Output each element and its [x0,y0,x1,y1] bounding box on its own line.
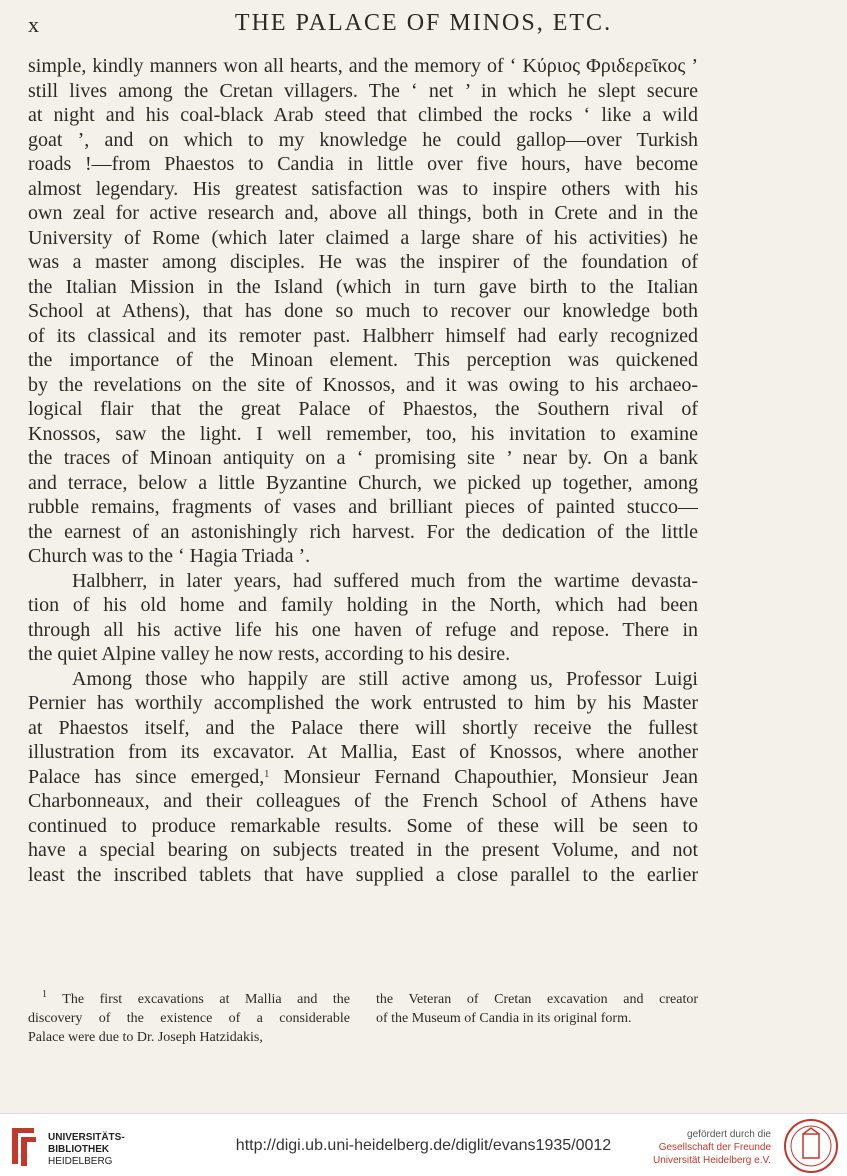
footnote-column-left [28,990,350,1047]
text-line: goat ’, and on which to my knowledge he could gallop—over Turkish [28,128,698,151]
text-line: the quiet Alpine valley he now rests, according to his desire. [28,643,511,665]
text-line: the importance of the Minoan element. This perception was quickened [28,349,698,371]
library-name-line: UNIVERSITÄTS- [48,1132,125,1143]
text-line: tion of his old home and family holding in the North, which had been [28,594,698,616]
text-segment: Palace has since emerged, [28,765,265,788]
page-number: x [28,12,40,37]
viewer-footer [0,1113,847,1176]
text-line: still lives among the Cretan villagers. The ‘ net ’ in which he slept secure [28,79,698,102]
text-line: Halbherr, in later years, had suffered much from the wartime devasta- [72,569,698,592]
text-line: own zeal for active research and, above all things, both in Crete and in the [28,202,698,224]
library-name-line: BIBLIOTHEK [48,1144,110,1155]
text-line: School at Athens), that has done so much to recover our knowledge both [28,300,698,322]
text-line: the Italian Mission in the Island (which in turn gave birth to the Italian [28,275,698,298]
text-line: Pernier has worthily accomplished the work entrusted to him by his Master [28,692,698,714]
text-line: simple, kindly manners won all hearts, and the memory of ‘ Κύριος Φριδερεῖκος ’ [28,55,698,77]
footnote-line: the Veteran of Cretan excavation and creator [376,992,698,1007]
text-line-with-footnote [28,765,698,790]
text-line: through all his active life his one haven of refuge and repose. There in [28,618,698,641]
footnote-line [28,990,350,1009]
text-segment: Monsieur Fernand Chapouthier, Monsieur Jean [269,765,698,788]
sponsor-org: Universität Heidelberg e.V. [652,1155,771,1166]
text-line: and terrace, below a little Byzantine Church, we picked up together, among [28,471,698,494]
text-line: least the inscribed tablets that have supplied a close parallel to the earlier [28,863,698,886]
text-line: continued to produce remarkable results. Some of these will be seen to [28,814,698,837]
text-line: rubble remains, fragments of vases and brilliant pieces of painted stucco— [28,496,698,518]
text-line: at Phaestos itself, and the Palace there will shortly receive the fullest [28,716,698,739]
footnote-line: of the Museum of Candia in its original form. [376,1011,632,1026]
text-line: Church was to the ‘ Hagia Triada ’. [28,545,311,567]
text-line: Charbonneaux, and their colleagues of the French School of Athens have [28,790,698,812]
text-line: roads !—from Phaestos to Candia in little over five hours, have become [28,153,698,175]
text-line: almost legendary. His greatest satisfaction was to inspire others with his [28,177,698,200]
text-line: Knossos, saw the light. I well remember, too, his invitation to examine [28,422,698,445]
footnote-column-right [376,990,698,1047]
sponsor-org: Gesellschaft der Freunde [658,1142,771,1153]
page-header [0,10,847,42]
footnote-number: 1 [42,990,47,1000]
text-line: by the revelations on the site of Knossos, and it was owing to his archaeo- [28,373,698,396]
text-line: logical flair that the great Palace of Phaestos, the Southern rival of [28,398,698,420]
footnote-line: Palace were due to Dr. Joseph Hatzidakis, [28,1030,263,1045]
university-seal-icon [783,1118,839,1174]
library-name-line: HEIDELBERG [48,1156,113,1167]
sponsor-credit[interactable] [653,1128,771,1167]
text-line: University of Rome (which later claimed a large share of his activities) he [28,226,698,249]
sponsor-by: gefördert durch die [687,1129,771,1140]
text-line: have a special bearing on subjects treated in the present Volume, and not [28,839,698,861]
text-line: illustration from its excavator. At Mallia, East of Knossos, where another [28,741,698,763]
footnotes [28,990,698,1047]
text-line: Among those who happily are still active among us, Professor Luigi [72,667,698,690]
permalink-url[interactable]: http://digi.ub.uni-heidelberg.de/diglit/evans1935/0012 [235,1137,612,1154]
running-title: THE PALACE OF MINOS, ETC. [234,10,613,36]
text-line: was a master among disciples. He was the inspirer of the foundation of [28,251,698,273]
footnote-line: discovery of the existence of a considerable [28,1011,350,1026]
footnote-text: The first excavations at Mallia and the [47,992,350,1007]
text-line: of its classical and its remoter past. Halbherr himself had early recognized [28,324,698,347]
text-line: the traces of Minoan antiquity on a ‘ promising site ’ near by. On a bank [28,447,698,469]
text-line: the earnest of an astonishingly rich harvest. For the dedication of the little [28,520,698,543]
footnote-marker[interactable]: 1 [264,768,270,780]
body-text [28,54,698,887]
text-line: at night and his coal-black Arab steed that climbed the rocks ‘ like a wild [28,104,698,126]
